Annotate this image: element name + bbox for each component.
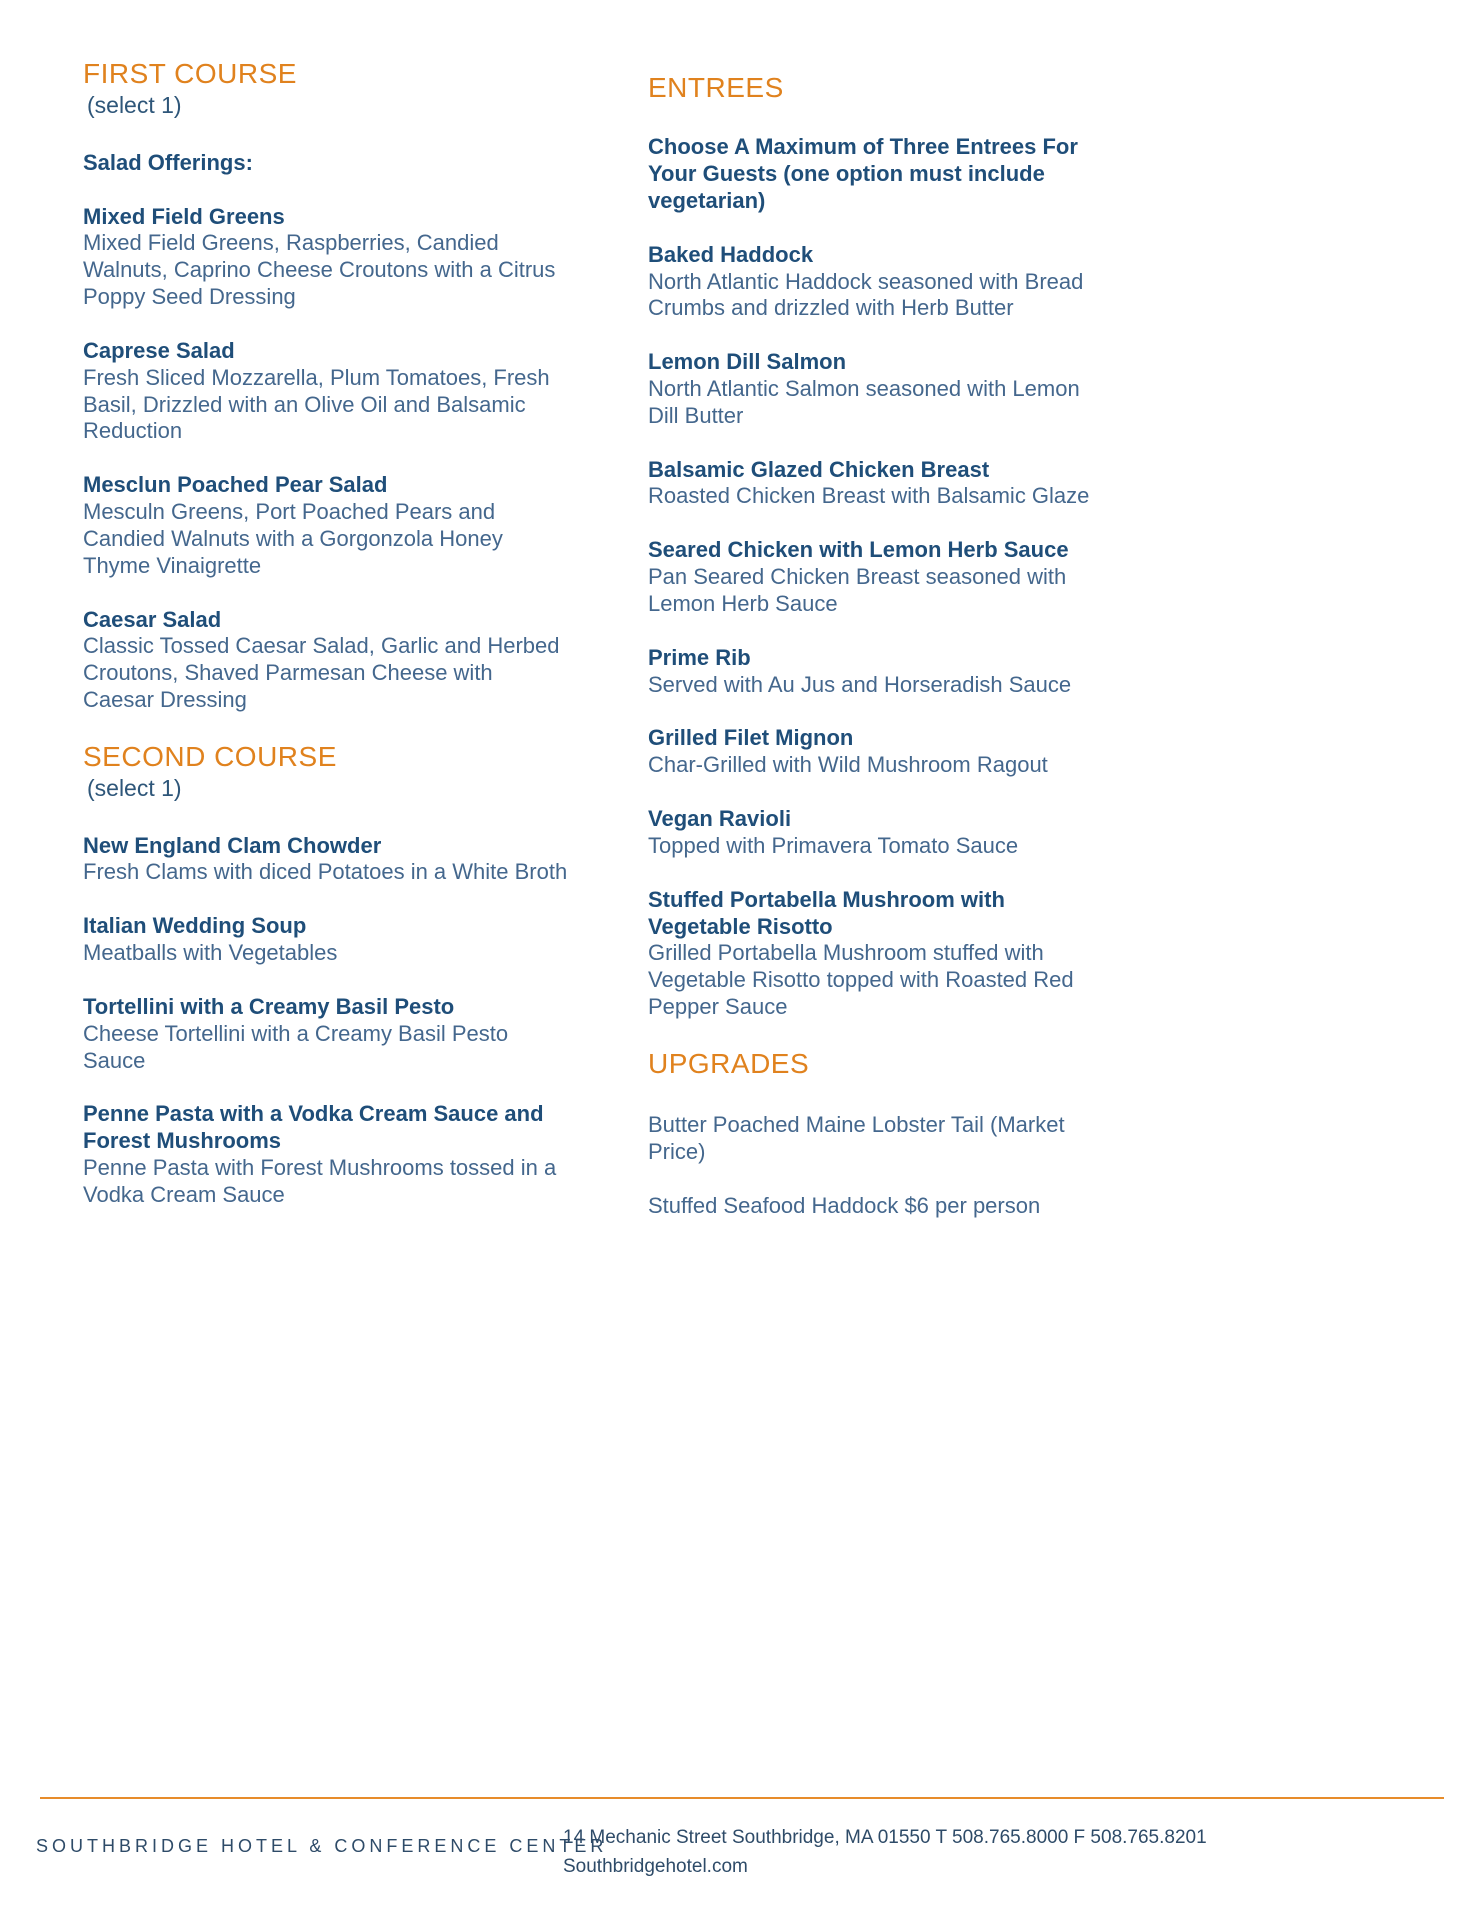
menu-item-vegan-ravioli xyxy=(648,806,1110,860)
right-column xyxy=(648,72,1110,1247)
footer-contact-block xyxy=(563,1824,1207,1881)
item-name: Mesclun Poached Pear Salad xyxy=(83,472,388,498)
item-description: Topped with Primavera Tomato Sauce xyxy=(648,832,1019,858)
item-name: Baked Haddock xyxy=(648,241,814,267)
menu-item-clam-chowder xyxy=(83,833,568,887)
item-name: Seared Chicken with Lemon Herb Sauce xyxy=(648,537,1069,563)
item-name: Stuffed Portabella Mushroom with Vegetable Risotto xyxy=(648,886,1005,939)
item-description: Meatballs with Vegetables xyxy=(83,940,338,966)
item-name: Mixed Field Greens xyxy=(83,203,285,229)
menu-item-grilled-filet-mignon xyxy=(648,725,1110,779)
left-column xyxy=(83,58,568,1236)
item-name: Prime Rib xyxy=(648,644,751,670)
menu-item-caesar-salad xyxy=(83,607,568,714)
menu-item-stuffed-portabella xyxy=(648,887,1110,1021)
entrees-title: ENTREES xyxy=(648,72,784,103)
second-course-select-note: (select 1) xyxy=(87,775,182,802)
menu-item-lemon-dill-salmon xyxy=(648,349,1110,429)
item-description: Mesculn Greens, Port Poached Pears and Candied Walnuts with a Gorgonzola Honey Thyme Vinaigrette xyxy=(83,499,503,578)
section-entrees xyxy=(648,72,1110,1021)
upgrades-title: UPGRADES xyxy=(648,1047,810,1079)
item-description: North Atlantic Haddock seasoned with Bread Crumbs and drizzled with Herb Butter xyxy=(648,268,1084,321)
menu-item-mixed-field-greens xyxy=(83,204,568,311)
menu-item-prime-rib xyxy=(648,645,1110,699)
item-name: Penne Pasta with a Vodka Cream Sauce and Forest Mushrooms xyxy=(83,1101,544,1154)
section-second-course xyxy=(83,741,568,1209)
upgrade-item-stuffed-seafood-haddock: Stuffed Seafood Haddock $6 per person xyxy=(648,1192,1041,1218)
item-description: Classic Tossed Caesar Salad, Garlic and Herbed Croutons, Shaved Parmesan Cheese with Caesar Dressing xyxy=(83,633,560,713)
footer-address: 14 Mechanic Street Southbridge, MA 01550 T 508.765.8000 F 508.765.8201 xyxy=(563,1827,1207,1848)
item-description: Served with Au Jus and Horseradish Sauce xyxy=(648,671,1072,697)
menu-item-tortellini xyxy=(83,994,568,1074)
section-first-course xyxy=(83,58,568,714)
item-name: Italian Wedding Soup xyxy=(83,913,307,939)
menu-item-seared-chicken xyxy=(648,537,1110,617)
item-description: Pan Seared Chicken Breast seasoned with Lemon Herb Sauce xyxy=(648,564,1067,616)
item-description: Mixed Field Greens, Raspberries, Candied Walnuts, Caprino Cheese Croutons with a Citrus Poppy Seed Dressing xyxy=(83,230,556,310)
menu-item-baked-haddock xyxy=(648,242,1110,322)
item-name: Balsamic Glazed Chicken Breast xyxy=(648,456,990,482)
item-description: Roasted Chicken Breast with Balsamic Glaze xyxy=(648,483,1090,509)
menu-item-italian-wedding-soup xyxy=(83,913,568,967)
item-name: Lemon Dill Salmon xyxy=(648,349,847,375)
item-name: Caprese Salad xyxy=(83,337,235,363)
footer-divider xyxy=(40,1797,1444,1799)
item-name: Tortellini with a Creamy Basil Pesto xyxy=(83,993,455,1019)
first-course-select-note: (select 1) xyxy=(87,92,182,119)
upgrade-item-lobster-tail: Butter Poached Maine Lobster Tail (Market Price) xyxy=(648,1112,1065,1164)
section-upgrades xyxy=(648,1048,1110,1220)
item-name: Grilled Filet Mignon xyxy=(648,725,854,751)
item-description: Penne Pasta with Forest Mushrooms tossed in a Vodka Cream Sauce xyxy=(83,1155,557,1207)
item-description: Cheese Tortellini with a Creamy Basil Pesto Sauce xyxy=(83,1020,509,1073)
item-description: Grilled Portabella Mushroom stuffed with Vegetable Risotto topped with Roasted Red Pepper Sauce xyxy=(648,940,1074,1020)
entrees-intro: Choose A Maximum of Three Entrees For Your Guests (one option must include vegetarian) xyxy=(648,134,1078,213)
item-description: North Atlantic Salmon seasoned with Lemon Dill Butter xyxy=(648,375,1080,428)
footer-website: Southbridgehotel.com xyxy=(563,1855,748,1877)
item-description: Fresh Sliced Mozzarella, Plum Tomatoes, Fresh Basil, Drizzled with an Olive Oil and Balsamic Reduction xyxy=(83,364,550,444)
item-name: Vegan Ravioli xyxy=(648,806,792,832)
second-course-title: SECOND COURSE xyxy=(83,740,337,772)
footer-hotel-name: SOUTHBRIDGE HOTEL & CONFERENCE CENTER xyxy=(36,1836,608,1856)
item-description: Char-Grilled with Wild Mushroom Ragout xyxy=(648,752,1048,778)
item-name: Caesar Salad xyxy=(83,606,222,632)
menu-item-penne-pasta xyxy=(83,1101,568,1208)
first-course-title: FIRST COURSE xyxy=(83,58,297,89)
menu-item-mesclun-poached-pear-salad xyxy=(83,472,568,579)
item-description: Fresh Clams with diced Potatoes in a White Broth xyxy=(83,859,568,885)
item-name: New England Clam Chowder xyxy=(83,832,382,858)
menu-item-balsamic-glazed-chicken xyxy=(648,457,1110,511)
menu-item-caprese-salad xyxy=(83,338,568,445)
salad-offerings-label: Salad Offerings: xyxy=(83,149,253,175)
